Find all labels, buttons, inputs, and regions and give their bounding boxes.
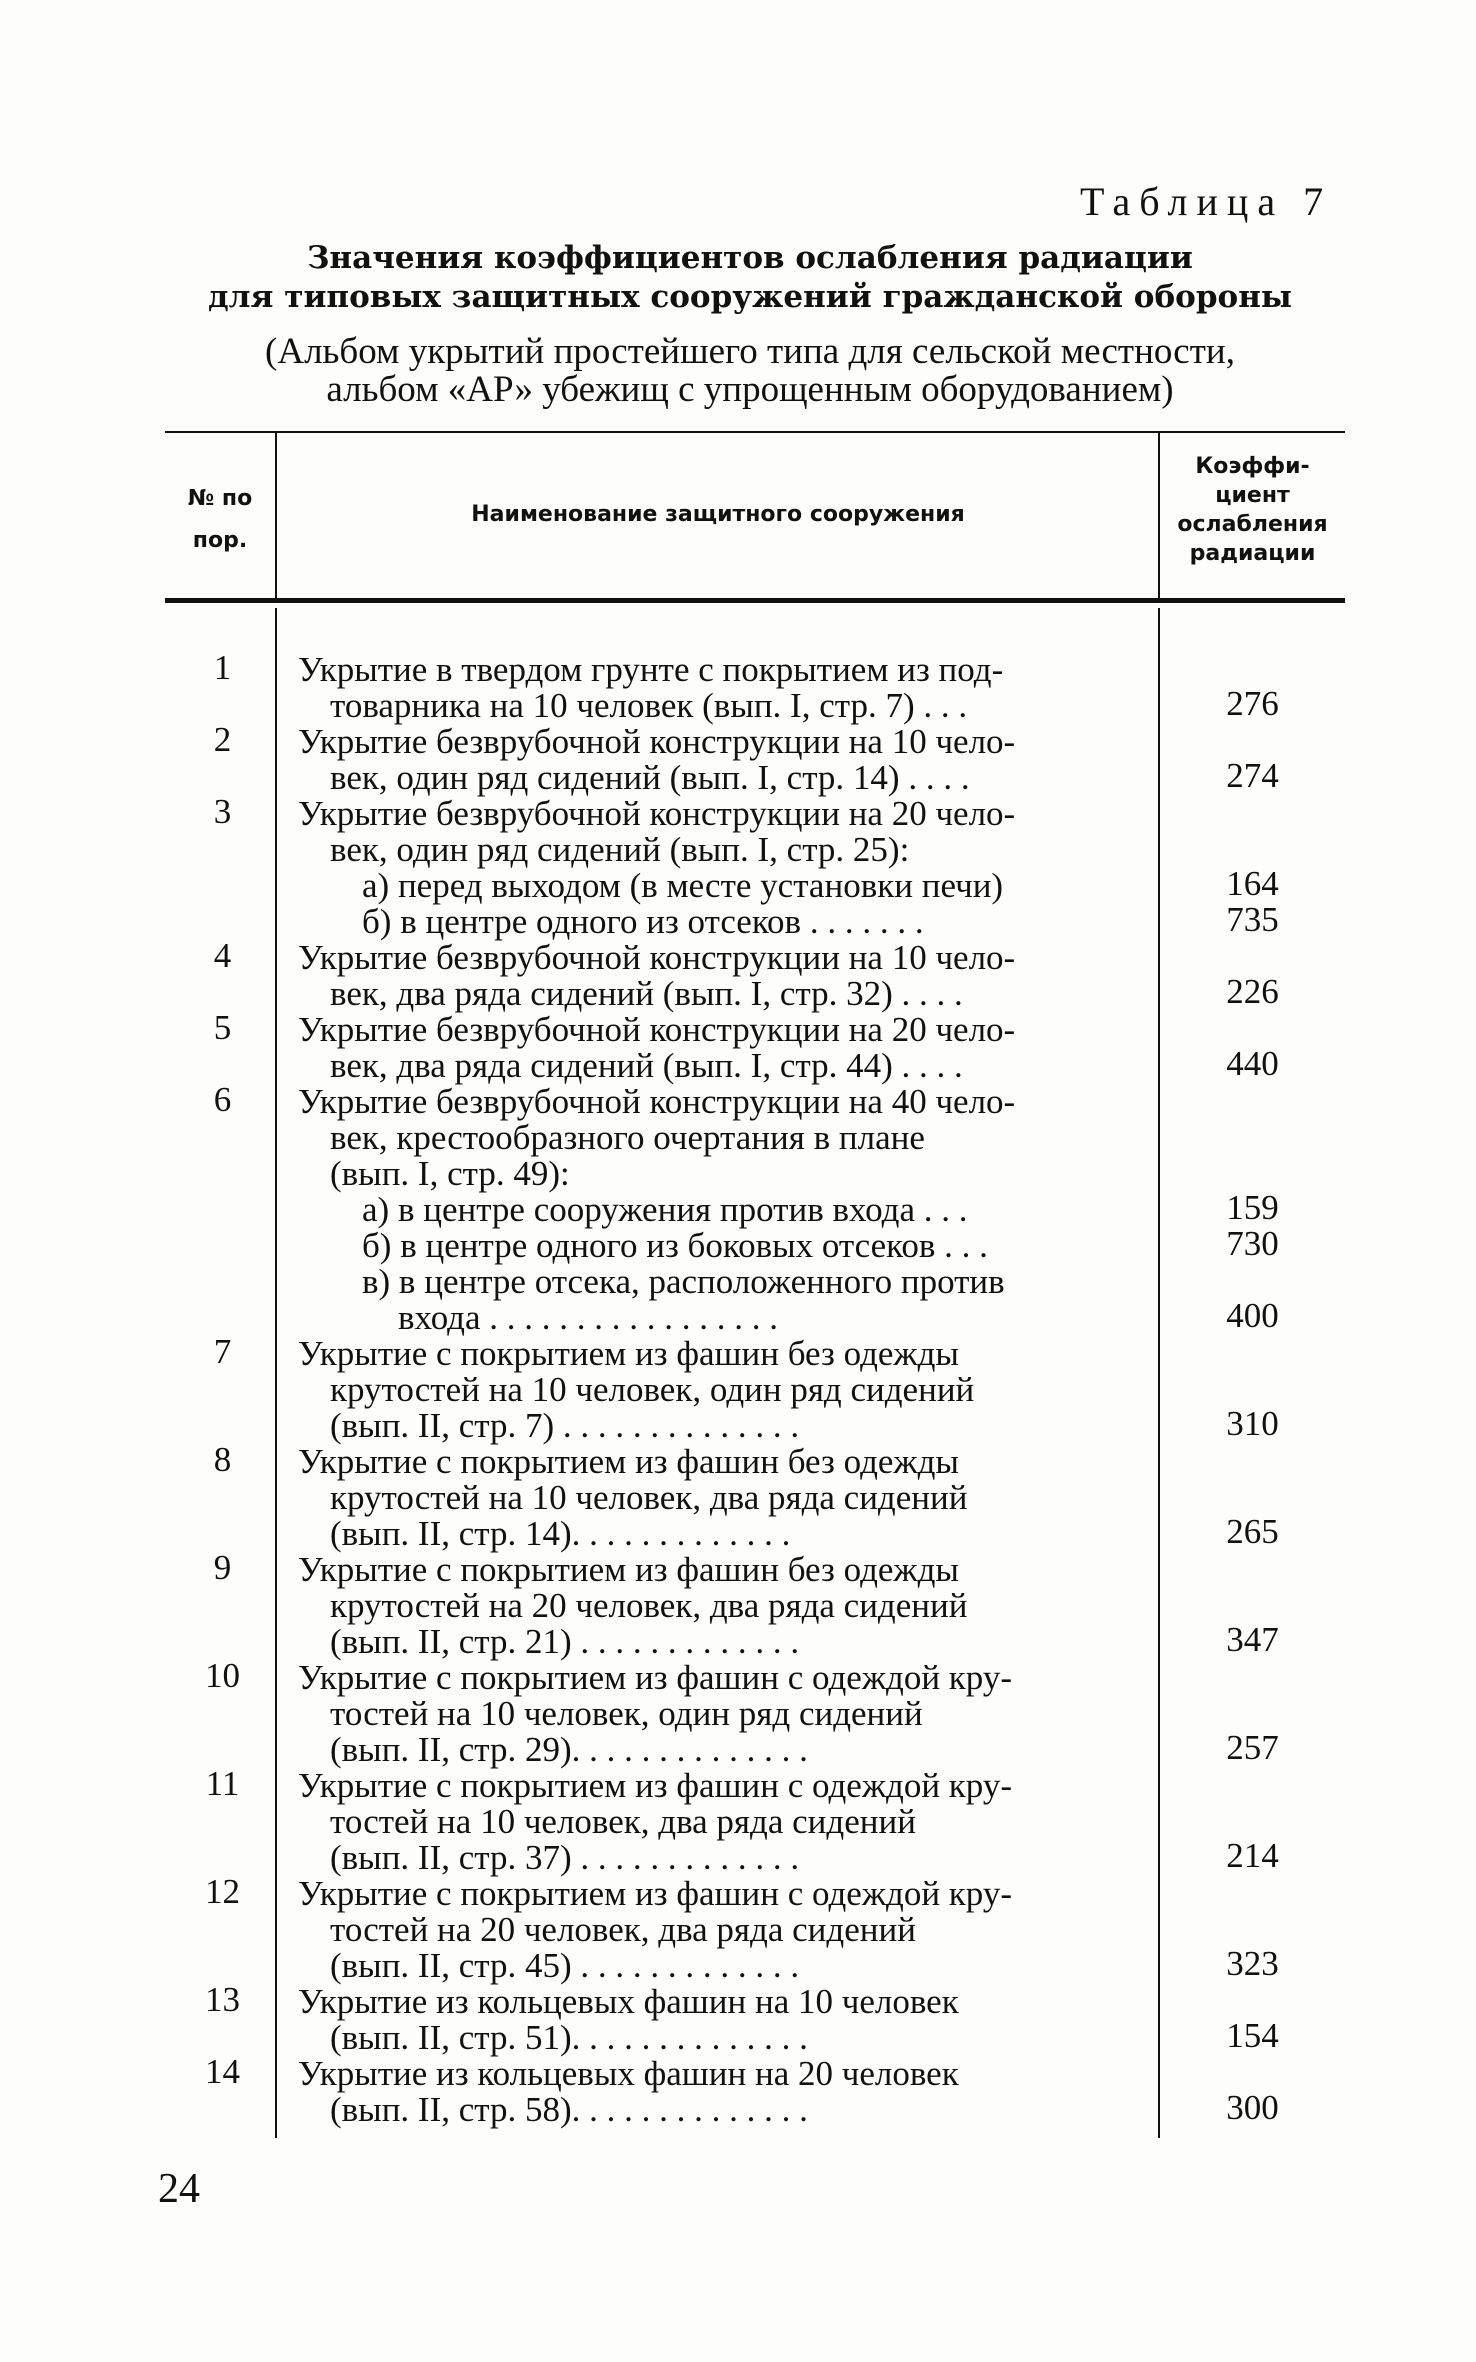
row-text-line: Укрытие безврубочной конструкции на 10 чело- <box>298 938 1016 977</box>
row-text-line: (вып. II, стр. 45) . . . . . . . . . . . . . <box>330 1946 800 1985</box>
row-number: 5 <box>213 1008 232 1047</box>
row-text-line: (вып. II, стр. 21) . . . . . . . . . . . . . <box>330 1622 800 1661</box>
page-number: 24 <box>158 2166 200 2212</box>
row-text-line: (вып. II, стр. 37) . . . . . . . . . . . . . <box>330 1838 800 1877</box>
header-divider-left <box>275 433 277 598</box>
row-subitem-coefficient: 400 <box>1226 1296 1279 1335</box>
row-coefficient: 265 <box>1226 1512 1279 1551</box>
row-coefficient: 310 <box>1226 1404 1279 1443</box>
header-number-line-2: пор. <box>192 528 248 553</box>
row-text-line: (вып. II, стр. 58). . . . . . . . . . . . . . <box>330 2090 808 2129</box>
row-text-line: Укрытие с покрытием из фашин с одеждой кру- <box>298 1874 1012 1913</box>
row-subitem-coefficient: 730 <box>1226 1224 1279 1263</box>
row-number: 9 <box>213 1548 232 1587</box>
row-text-line: крутостей на 20 человек, два ряда сидений <box>330 1586 968 1625</box>
header-coefficient-line-1: Коэффи- <box>1195 454 1310 479</box>
row-number: 12 <box>205 1872 240 1911</box>
row-coefficient: 276 <box>1226 684 1279 723</box>
row-text-line: век, два ряда сидений (вып. I, стр. 44) . . . . <box>330 1046 963 1085</box>
row-text-line: Укрытие безврубочной конструкции на 10 чело- <box>298 722 1016 761</box>
table-title-line-1: Значения коэффициентов ослабления радиации <box>307 240 1193 276</box>
row-coefficient: 154 <box>1226 2016 1279 2055</box>
table-title-line-2: для типовых защитных сооружений гражданской обороны <box>208 279 1292 315</box>
row-number: 8 <box>213 1440 232 1479</box>
row-text-line: Укрытие с покрытием из фашин с одеждой кру- <box>298 1766 1012 1805</box>
header-coefficient <box>1160 452 1345 568</box>
row-number: 1 <box>213 648 232 687</box>
row-coefficient: 440 <box>1226 1044 1279 1083</box>
row-text-line: товарника на 10 человек (вып. I, стр. 7) . . . <box>330 686 968 725</box>
row-text-line: (вып. II, стр. 14). . . . . . . . . . . . . <box>330 1514 791 1553</box>
row-text-line: (вып. I, стр. 49): <box>330 1154 570 1193</box>
table-header-rule <box>165 598 1345 603</box>
row-text-line: (вып. II, стр. 29). . . . . . . . . . . . . . <box>330 1730 808 1769</box>
table-subtitle-line-2: альбом «АР» убежищ с упрощенным оборудованием) <box>326 369 1174 410</box>
row-number: 14 <box>205 2052 240 2091</box>
row-text-line: Укрытие безврубочной конструкции на 20 чело- <box>298 1010 1016 1049</box>
header-number <box>165 478 275 562</box>
header-coefficient-line-3: ослабления <box>1177 512 1328 537</box>
table-subtitle-line-1: (Альбом укрытий простейшего типа для сельской местности, <box>265 331 1235 372</box>
row-subitem-text: б) в центре одного из отсеков . . . . . . . <box>362 902 924 941</box>
row-subitem-text: а) перед выходом (в месте установки печи) <box>362 866 1004 905</box>
row-number: 3 <box>213 792 232 831</box>
row-subitem-continuation: входа . . . . . . . . . . . . . . . . . <box>398 1298 779 1337</box>
row-number: 4 <box>213 936 232 975</box>
row-text-line: век, два ряда сидений (вып. I, стр. 32) . . . . <box>330 974 963 1013</box>
row-text-line: век, один ряд сидений (вып. I, стр. 14) . . . . <box>330 758 970 797</box>
row-text-line: крутостей на 10 человек, один ряд сидений <box>330 1370 975 1409</box>
row-text-line: Укрытие с покрытием из фашин без одежды <box>298 1334 959 1373</box>
row-subitem-coefficient: 159 <box>1226 1188 1279 1227</box>
row-text-line: век, один ряд сидений (вып. I, стр. 25): <box>330 830 910 869</box>
row-subitem-text: в) в центре отсека, расположенного против <box>362 1262 1005 1301</box>
table-top-rule <box>165 431 1345 433</box>
row-text-line: Укрытие в твердом грунте с покрытием из под- <box>298 650 1004 689</box>
row-number: 11 <box>205 1764 240 1803</box>
row-number: 10 <box>205 1656 240 1695</box>
row-number: 6 <box>213 1080 232 1119</box>
row-text-line: тостей на 10 человек, два ряда сидений <box>330 1802 916 1841</box>
body-divider-right <box>1158 608 1160 2138</box>
row-text-line: Укрытие из кольцевых фашин на 20 человек <box>298 2054 959 2093</box>
row-text-line: (вып. II, стр. 7) . . . . . . . . . . . . . . <box>330 1406 800 1445</box>
row-text-line: тостей на 10 человек, один ряд сидений <box>330 1694 923 1733</box>
row-number: 2 <box>213 720 232 759</box>
row-text-line: Укрытие с покрытием из фашин без одежды <box>298 1442 959 1481</box>
row-coefficient: 257 <box>1226 1728 1279 1767</box>
header-name: Наименование защитного сооружения <box>471 502 965 527</box>
row-coefficient: 323 <box>1226 1944 1279 1983</box>
row-coefficient: 274 <box>1226 756 1279 795</box>
row-coefficient: 214 <box>1226 1836 1279 1875</box>
row-text-line: век, крестообразного очертания в плане <box>330 1118 925 1157</box>
row-text-line: Укрытие из кольцевых фашин на 10 человек <box>298 1982 959 2021</box>
row-text-line: (вып. II, стр. 51). . . . . . . . . . . . . . <box>330 2018 808 2057</box>
row-subitem-coefficient: 164 <box>1226 864 1279 903</box>
row-text-line: тостей на 20 человек, два ряда сидений <box>330 1910 916 1949</box>
row-text-line: Укрытие безврубочной конструкции на 40 чело- <box>298 1082 1016 1121</box>
row-text-line: крутостей на 10 человек, два ряда сидений <box>330 1478 968 1517</box>
header-coefficient-line-4: радиации <box>1189 541 1316 566</box>
row-coefficient: 300 <box>1226 2088 1279 2127</box>
row-text-line: Укрытие с покрытием из фашин без одежды <box>298 1550 959 1589</box>
row-coefficient: 226 <box>1226 972 1279 1011</box>
row-number: 13 <box>205 1980 240 2019</box>
header-number-line-1: № по <box>187 486 253 511</box>
row-text-line: Укрытие безврубочной конструкции на 20 чело- <box>298 794 1016 833</box>
table-label: Таблица 7 <box>1080 179 1333 224</box>
row-number: 7 <box>213 1332 232 1371</box>
row-subitem-text: б) в центре одного из боковых отсеков . . . <box>362 1226 988 1265</box>
header-coefficient-line-2: циент <box>1215 483 1290 508</box>
row-text-line: Укрытие с покрытием из фашин с одеждой кру- <box>298 1658 1012 1697</box>
row-subitem-coefficient: 735 <box>1226 900 1279 939</box>
row-subitem-text: а) в центре сооружения против входа . . . <box>362 1190 968 1229</box>
row-coefficient: 347 <box>1226 1620 1279 1659</box>
